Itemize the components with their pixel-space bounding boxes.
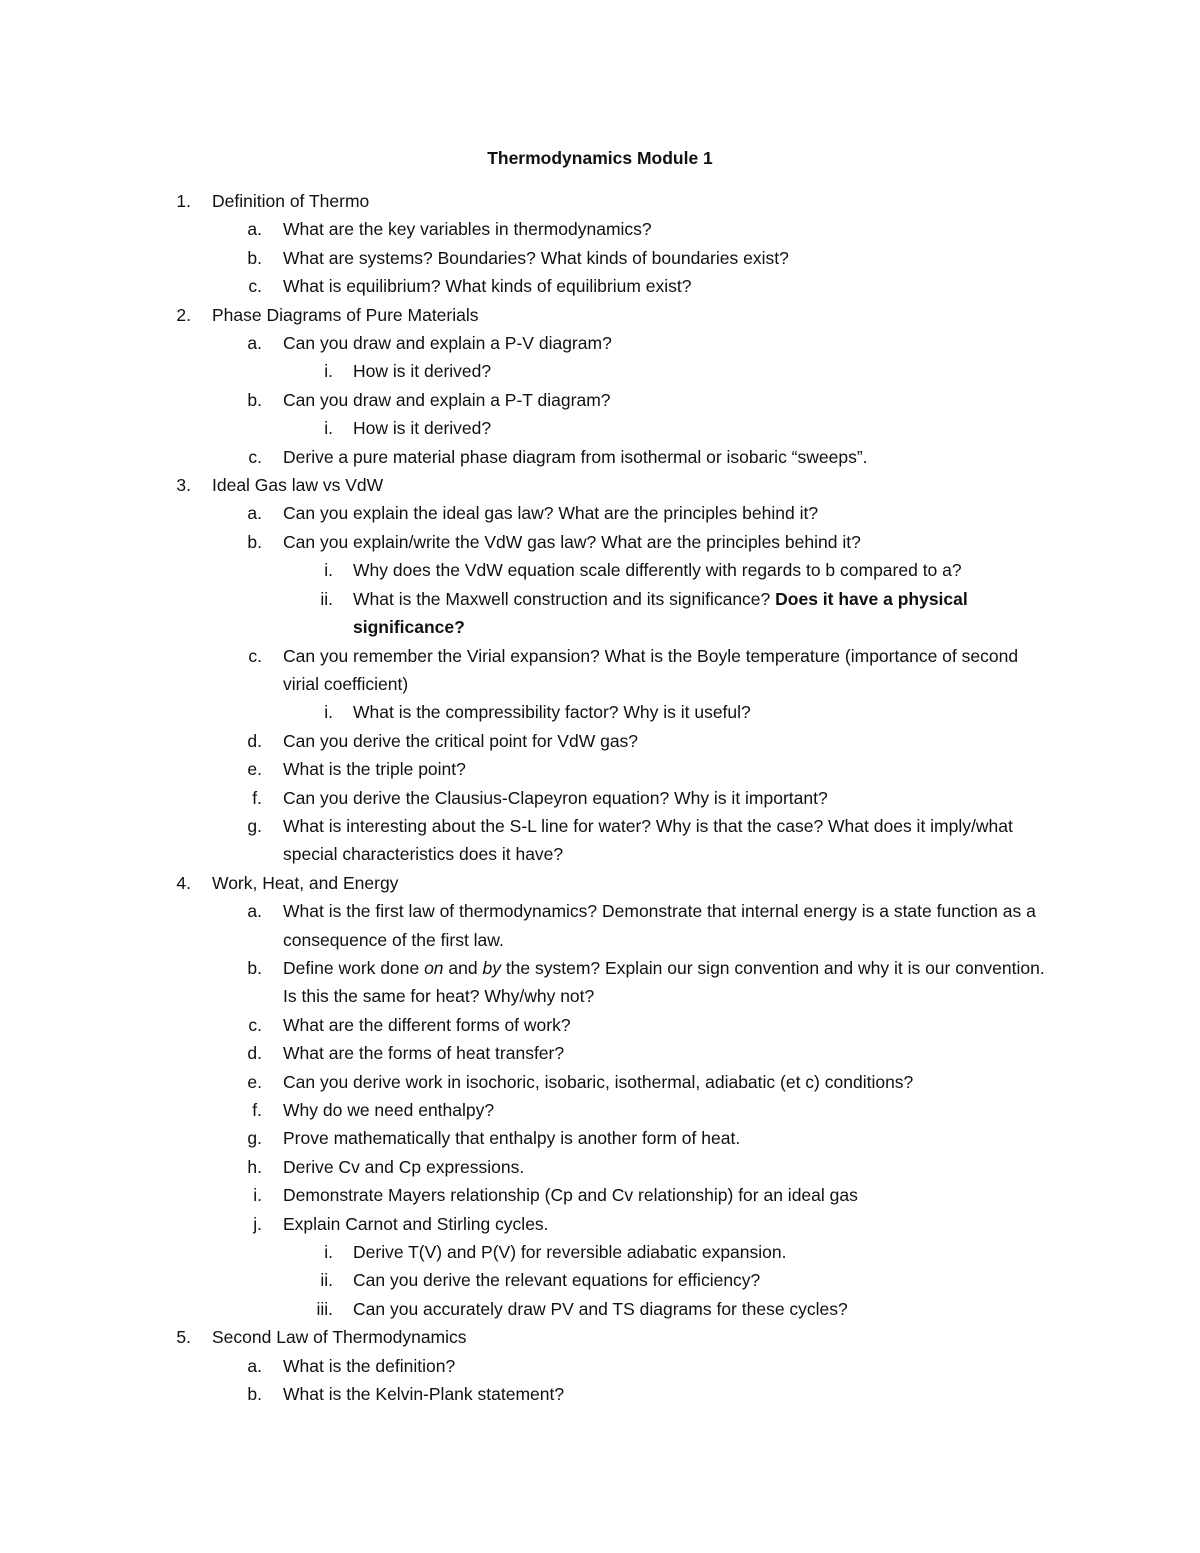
text-segment: What is interesting about the S-L line for water? Why is that the case? What does it imply/what special characteristics does it have? — [283, 815, 1013, 865]
list-item-text — [283, 727, 1055, 755]
list-marker: 2. — [176, 304, 191, 325]
list-item-text — [212, 869, 1052, 897]
list-marker: a. — [247, 901, 262, 922]
outline-item-level-2 — [0, 386, 1200, 414]
list-item-text — [212, 1323, 1052, 1351]
text-segment: Can you accurately draw PV and TS diagrams for these cycles? — [353, 1298, 848, 1319]
list-marker: i. — [324, 361, 333, 382]
list-item-text — [283, 784, 1055, 812]
outline-item-level-2 — [0, 1210, 1200, 1238]
list-item-text — [283, 528, 1055, 556]
list-marker: 1. — [176, 191, 191, 211]
list-marker: f. — [252, 1100, 262, 1120]
list-marker: i. — [253, 1185, 262, 1206]
outline-item-level-2 — [0, 244, 1200, 272]
text-segment: Can you explain/write the VdW gas law? What are the principles behind it? — [283, 531, 861, 552]
outline-item-level-2 — [0, 642, 1200, 699]
text-segment: Can you explain the ideal gas law? What are the principles behind it? — [283, 503, 819, 524]
text-segment: Ideal Gas law vs VdW — [212, 475, 384, 496]
text-segment: What is the triple point? — [283, 759, 466, 780]
outline-item-level-2 — [0, 329, 1200, 357]
list-item-text — [353, 698, 1053, 726]
text-segment: What is the compressibility factor? Why is it useful? — [353, 702, 751, 723]
text-segment: Work, Heat, and Energy — [212, 872, 399, 893]
outline-item-level-1 — [0, 1323, 1200, 1351]
list-marker: e. — [247, 1071, 262, 1092]
outline-item-level-1 — [0, 301, 1200, 329]
outline-item-level-2 — [0, 755, 1200, 783]
text-segment: Explain Carnot and Stirling cycles. — [283, 1213, 549, 1234]
text-segment: What are the key variables in thermodynamics? — [283, 219, 652, 240]
list-item-text — [283, 1096, 1055, 1124]
outline-item-level-3 — [0, 698, 1200, 726]
text-segment: Can you draw and explain a P-V diagram? — [283, 333, 612, 354]
list-marker: d. — [247, 1043, 262, 1064]
text-segment: Derive a pure material phase diagram from isothermal or isobaric “sweeps”. — [283, 446, 868, 467]
list-item-text — [283, 954, 1055, 1011]
list-marker: c. — [248, 446, 262, 467]
document-title: Thermodynamics Module 1 — [487, 148, 713, 168]
list-marker: d. — [247, 730, 262, 751]
list-item-text — [353, 414, 1053, 442]
outline-item-level-3 — [0, 1295, 1200, 1323]
list-marker: 4. — [176, 872, 191, 893]
list-item-text — [353, 585, 1053, 642]
outline-item-level-2 — [0, 1011, 1200, 1039]
list-marker: ii. — [320, 588, 333, 609]
emphasis-text: by — [482, 957, 501, 978]
list-marker: ii. — [320, 1270, 333, 1291]
outline-item-level-2 — [0, 443, 1200, 471]
list-marker: b. — [247, 531, 262, 552]
text-segment: Prove mathematically that enthalpy is another form of heat. — [283, 1128, 741, 1149]
text-segment: What are systems? Boundaries? What kinds of boundaries exist? — [283, 247, 789, 268]
outline-item-level-2 — [0, 1039, 1200, 1067]
outline-item-level-1 — [0, 187, 1200, 215]
bold-question: Does it have a physical significance? — [353, 588, 968, 638]
list-marker: e. — [247, 759, 262, 780]
outline-item-level-1 — [0, 869, 1200, 897]
list-item-text — [283, 1181, 1055, 1209]
list-marker: b. — [247, 389, 262, 410]
list-item-text — [212, 471, 1052, 499]
list-item-text — [212, 301, 1052, 329]
text-segment: and — [443, 957, 483, 978]
text-segment: What is the first law of thermodynamics? Demonstrate that internal energy is a state function as a consequence of the first law. — [283, 901, 1036, 950]
outline-item-level-3 — [0, 585, 1200, 642]
list-marker: i. — [324, 702, 333, 723]
list-marker: 5. — [176, 1327, 191, 1348]
list-item-text — [283, 215, 1055, 243]
list-item-text — [283, 1210, 1055, 1238]
outline-item-level-2 — [0, 812, 1200, 869]
text-segment: What are the different forms of work? — [283, 1014, 571, 1035]
text-segment: Why does the VdW equation scale differently with regards to b compared to a? — [353, 560, 962, 581]
list-marker: a. — [247, 219, 262, 240]
outline-item-level-2 — [0, 1124, 1200, 1152]
list-marker: a. — [247, 1355, 262, 1376]
list-item-text — [283, 755, 1055, 783]
list-item-text — [283, 1352, 1055, 1380]
text-segment: Derive Cv and Cp expressions. — [283, 1156, 525, 1177]
text-segment: What is the Kelvin-Plank statement? — [283, 1384, 565, 1405]
text-segment: Phase Diagrams of Pure Materials — [212, 304, 479, 325]
text-segment: the system? Explain our sign convention and why it is our convention. Is this the same for heat? Why/why not? — [283, 957, 1045, 1007]
text-segment: How is it derived? — [353, 418, 492, 439]
text-segment: Can you derive the critical point for VdW gas? — [283, 730, 639, 751]
list-item-text — [283, 443, 1055, 471]
text-segment: What is equilibrium? What kinds of equilibrium exist? — [283, 276, 692, 297]
list-marker: iii. — [316, 1298, 333, 1319]
outline-list — [0, 187, 1200, 1408]
list-item-text — [353, 556, 1053, 584]
outline-item-level-2 — [0, 272, 1200, 300]
list-item-text — [283, 499, 1055, 527]
list-marker: b. — [247, 1384, 262, 1405]
outline-item-level-1 — [0, 471, 1200, 499]
text-segment: Second Law of Thermodynamics — [212, 1327, 467, 1348]
outline-item-level-3 — [0, 357, 1200, 385]
outline-item-level-2 — [0, 727, 1200, 755]
outline-item-level-2 — [0, 1352, 1200, 1380]
list-item-text — [283, 1124, 1055, 1152]
list-item-text — [353, 357, 1053, 385]
text-segment: Demonstrate Mayers relationship (Cp and Cv relationship) for an ideal gas — [283, 1185, 858, 1206]
outline-item-level-3 — [0, 1266, 1200, 1294]
text-segment: Can you derive the relevant equations for efficiency? — [353, 1270, 761, 1291]
list-marker: c. — [248, 1014, 262, 1035]
outline-item-level-2 — [0, 1068, 1200, 1096]
outline-item-level-2 — [0, 897, 1200, 954]
list-marker: i. — [324, 1242, 333, 1263]
text-segment: What are the forms of heat transfer? — [283, 1043, 565, 1064]
text-segment: Can you draw and explain a P-T diagram? — [283, 389, 611, 410]
outline-item-level-2 — [0, 528, 1200, 556]
list-item-text — [283, 1153, 1055, 1181]
list-marker: 3. — [176, 475, 191, 496]
outline-item-level-2 — [0, 784, 1200, 812]
list-item-text — [283, 1039, 1055, 1067]
outline-item-level-2 — [0, 954, 1200, 1011]
outline-item-level-3 — [0, 556, 1200, 584]
text-segment: Can you derive work in isochoric, isobaric, isothermal, adiabatic (et c) conditions? — [283, 1071, 914, 1092]
text-segment: Definition of Thermo — [212, 191, 370, 211]
emphasis-text: on — [424, 957, 444, 978]
list-marker: b. — [247, 957, 262, 978]
text-segment: Why do we need enthalpy? — [283, 1100, 495, 1120]
list-item-text — [283, 244, 1055, 272]
text-segment: Derive T(V) and P(V) for reversible adiabatic expansion. — [353, 1242, 787, 1263]
list-item-text — [283, 897, 1055, 954]
list-item-text — [283, 1011, 1055, 1039]
outline-item-level-2 — [0, 1096, 1200, 1124]
text-segment: What is the Maxwell construction and its significance? — [353, 588, 771, 609]
list-marker: b. — [247, 247, 262, 268]
list-marker: h. — [247, 1156, 262, 1177]
list-item-text — [353, 1238, 1053, 1266]
list-item-text — [353, 1266, 1053, 1294]
list-marker: c. — [248, 276, 262, 297]
outline-item-level-2 — [0, 1380, 1200, 1408]
list-item-text — [212, 187, 1052, 215]
list-item-text — [283, 386, 1055, 414]
outline-item-level-3 — [0, 1238, 1200, 1266]
list-marker: g. — [247, 815, 262, 836]
list-marker: i. — [324, 418, 333, 439]
text-segment: How is it derived? — [353, 361, 492, 382]
list-marker: a. — [247, 333, 262, 354]
text-segment: What is the definition? — [283, 1355, 456, 1376]
list-item-text — [283, 272, 1055, 300]
list-marker: c. — [248, 645, 262, 666]
list-marker: g. — [247, 1128, 262, 1149]
list-marker: a. — [247, 503, 262, 524]
text-segment: Can you derive the Clausius-Clapeyron equation? Why is it important? — [283, 787, 828, 808]
text-segment: Define work done — [283, 957, 425, 978]
outline-item-level-2 — [0, 499, 1200, 527]
list-item-text — [283, 1068, 1055, 1096]
list-item-text — [283, 812, 1055, 869]
list-item-text — [283, 1380, 1055, 1408]
list-item-text — [353, 1295, 1053, 1323]
outline-item-level-2 — [0, 215, 1200, 243]
list-marker: f. — [252, 787, 262, 808]
outline-item-level-2 — [0, 1153, 1200, 1181]
list-marker: i. — [324, 560, 333, 581]
outline-item-level-3 — [0, 414, 1200, 442]
text-segment: Can you remember the Virial expansion? What is the Boyle temperature (importance of second virial coefficient) — [283, 645, 1019, 694]
list-marker: j. — [253, 1213, 262, 1234]
outline-item-level-2 — [0, 1181, 1200, 1209]
list-item-text — [283, 329, 1055, 357]
list-item-text — [283, 642, 1055, 699]
